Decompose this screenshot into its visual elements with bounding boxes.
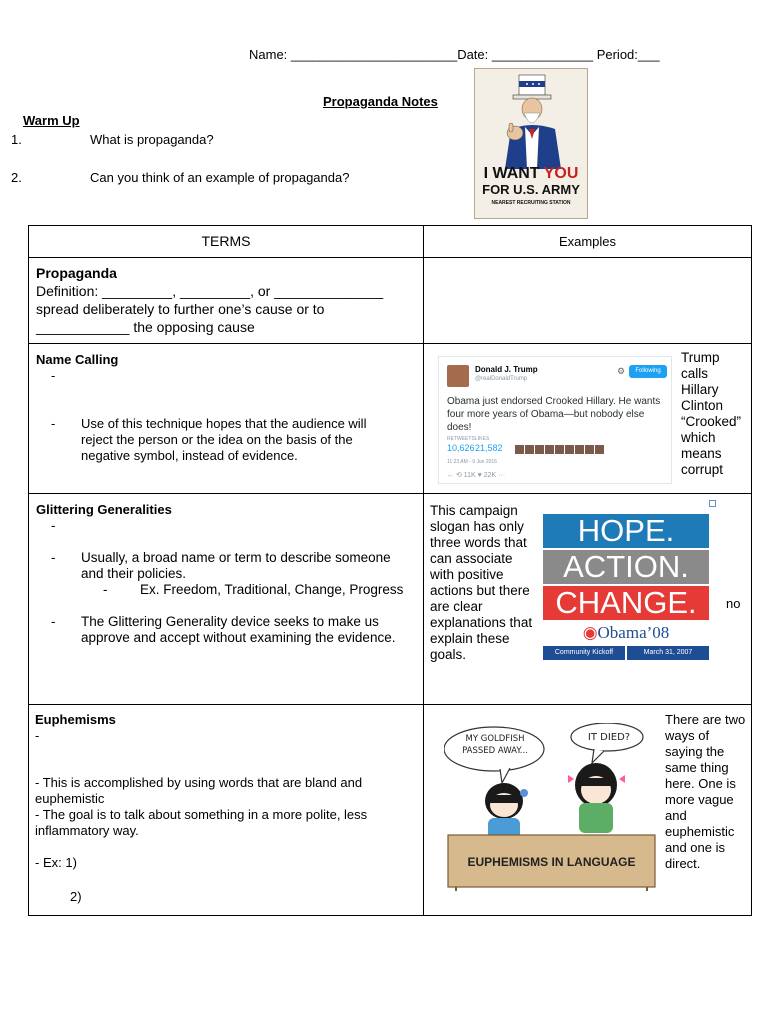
comic-bubble-2: IT DIED? xyxy=(587,732,631,743)
tweet-text: Obama just endorsed Crooked Hillary. He wants four more years of Obama—but nobody else does! xyxy=(447,396,661,433)
header-examples: Examples xyxy=(424,226,752,258)
action-band: ACTION. xyxy=(543,550,709,584)
tweet-handle: @realDonaldTrump xyxy=(475,376,528,382)
likes-count: 21,582 xyxy=(475,443,503,453)
term-propaganda: Propaganda xyxy=(36,265,117,281)
euphemisms-example-cell xyxy=(424,705,752,916)
warmup-number-2: 2. xyxy=(11,170,22,185)
warmup-question-1: What is propaganda? xyxy=(90,132,214,147)
glittering-bullet-1 xyxy=(29,518,423,534)
retweets-label: RETWEETS xyxy=(447,436,475,442)
page-title: Propaganda Notes xyxy=(323,94,438,109)
warmup-heading: Warm Up xyxy=(23,113,80,128)
obama-logo: ◉Obama’08 xyxy=(582,623,670,642)
name-calling-bullet-2: - Use of this technique hopes that the audience will reject the person or the idea on the basis of the negative symbol, instead of evidence. xyxy=(29,416,381,464)
glittering-example-note: This campaign slogan has only three words that can associate with positive actions but there are clear explanations that explain these goals. xyxy=(430,503,533,662)
term-name-calling: Name Calling xyxy=(36,352,119,367)
likes-label: LIKES xyxy=(475,436,490,442)
euphemisms-example-note: There are two ways of saying the same thing here. One is more vague and euphemistic and one is direct. xyxy=(665,712,746,871)
hope-band: HOPE. xyxy=(543,514,709,548)
name-calling-example-cell xyxy=(424,344,752,494)
name-calling-term-cell xyxy=(29,344,424,494)
name-calling-example-note: Trump calls Hillary Clinton “Crooked” which means corrupt xyxy=(681,350,742,477)
obama-hope-poster xyxy=(543,514,709,660)
avatar xyxy=(447,365,469,387)
header-terms: TERMS xyxy=(29,226,424,258)
euphemisms-example-2: 2) xyxy=(70,889,82,904)
following-button[interactable]: Following xyxy=(629,365,667,378)
propaganda-terms-table xyxy=(28,225,752,916)
tweet-actions: ← ⟲ 11K ♥ 22K ··· xyxy=(447,472,506,479)
propaganda-example-cell xyxy=(424,258,752,344)
small-link-icon xyxy=(709,500,716,507)
poster-line-1: I WANT YOU xyxy=(483,165,579,182)
uncle-sam-figure-icon xyxy=(475,69,587,169)
comic-bubble-1: MY GOLDFISH PASSED AWAY... xyxy=(462,734,528,756)
poster-right-tag: March 31, 2007 xyxy=(627,646,709,660)
propaganda-def-line1: Definition: _________, _________, or ______________ xyxy=(36,283,384,299)
glittering-example-cell xyxy=(424,494,752,705)
change-band: CHANGE. xyxy=(543,586,709,620)
warmup-number-1: 1. xyxy=(11,132,22,147)
retweets-count: 10,626 xyxy=(447,443,475,453)
trump-tweet xyxy=(438,356,672,484)
glittering-bullet-3: - The Glittering Generality device seeks to make us approve and accept without examining the evidence. xyxy=(29,614,411,646)
euphemisms-dash: - xyxy=(35,728,40,743)
propaganda-term-cell xyxy=(29,258,424,344)
tweet-timestamp: 11:23 AM - 9 Jun 2016 xyxy=(447,459,497,465)
euphemisms-term-cell xyxy=(29,705,424,916)
tweet-author: Donald J. Trump xyxy=(475,365,538,374)
liker-avatars xyxy=(515,441,605,459)
propaganda-def-line3: ____________ the opposing cause xyxy=(36,319,255,335)
gear-icon: ⚙ xyxy=(617,366,626,376)
comic-sign-text: EUPHEMISMS IN LANGUAGE xyxy=(467,855,636,869)
poster-left-tag: Community Kickoff xyxy=(543,646,625,660)
name-date-period-line: Name: _______________________Date: ______________ Period:___ xyxy=(249,47,660,62)
name-calling-bullet-1 xyxy=(29,368,423,384)
poster-line-2: FOR U.S. ARMY xyxy=(482,182,580,197)
warmup-question-2: Can you think of an example of propaganda? xyxy=(90,170,350,185)
euphemisms-line-3: - The goal is to talk about something in a more polite, less inflammatory way. xyxy=(35,807,368,838)
poster-line-3: NEAREST RECRUITING STATION xyxy=(491,200,571,206)
poster-footer xyxy=(543,646,709,660)
glittering-side-word: no xyxy=(726,596,741,611)
euphemisms-line-2: - This is accomplished by using words that are bland and euphemistic xyxy=(35,775,363,806)
glittering-term-cell xyxy=(29,494,424,705)
uncle-sam-poster xyxy=(474,68,588,219)
term-glittering-generalities: Glittering Generalities xyxy=(36,502,172,517)
propaganda-def-line2: spread deliberately to further one’s cause or to xyxy=(36,301,325,317)
glittering-example-sub: - Ex. Freedom, Traditional, Change, Progress xyxy=(29,582,423,598)
euphemisms-example-1: - Ex: 1) xyxy=(35,855,77,870)
obama-o-icon: ◉ xyxy=(582,623,598,642)
term-euphemisms: Euphemisms xyxy=(35,712,116,727)
glittering-bullet-2: - Usually, a broad name or term to describe someone and their policies. xyxy=(29,550,401,582)
